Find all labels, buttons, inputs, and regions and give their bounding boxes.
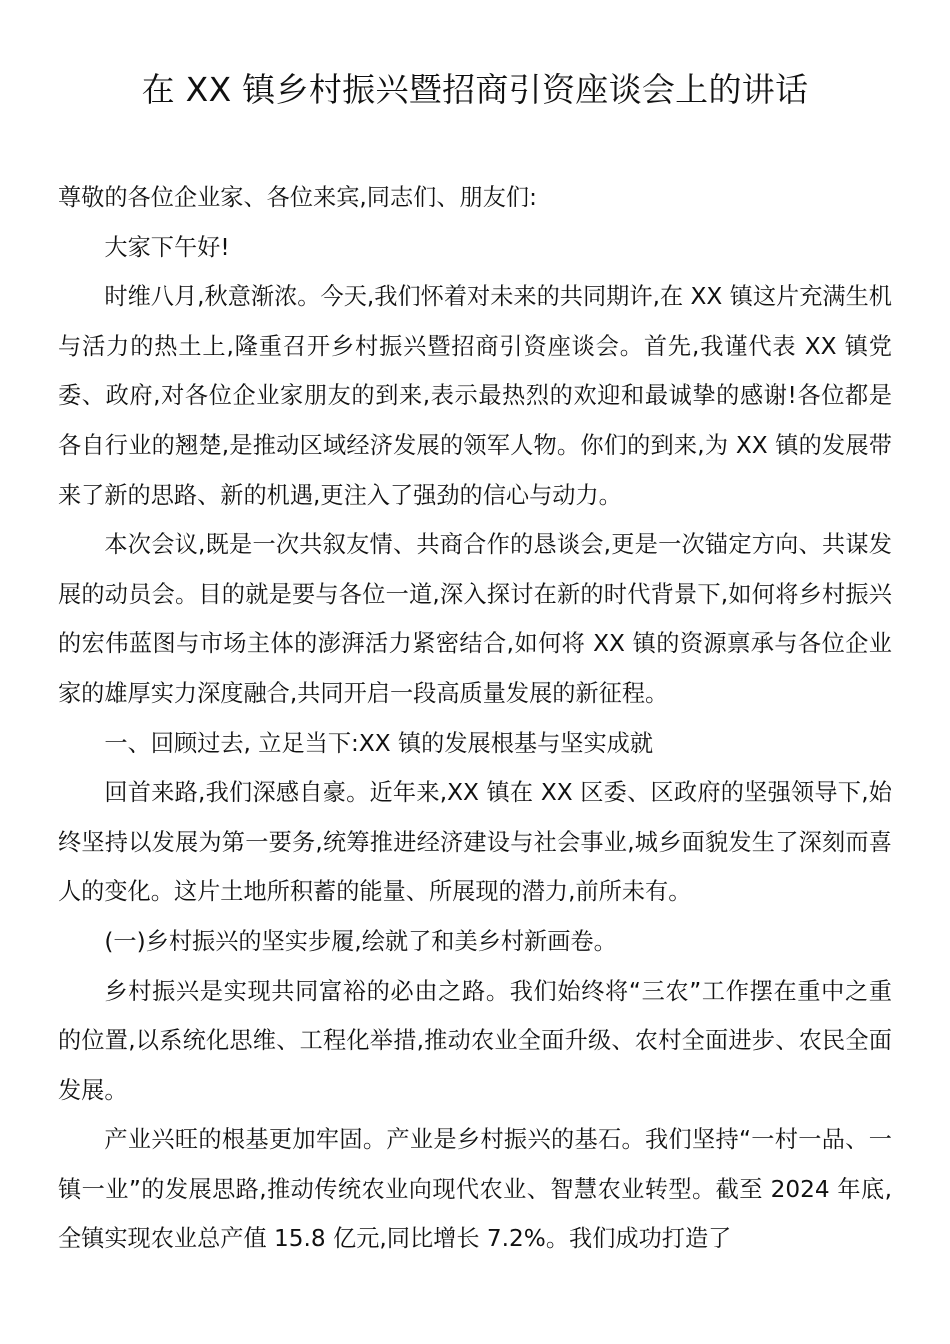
salutation: 尊敬的各位企业家、各位来宾,同志们、朋友们: bbox=[58, 184, 537, 211]
document-title: 在 XX 镇乡村振兴暨招商引资座谈会上的讲话 bbox=[141, 70, 809, 109]
paragraph-meeting-purpose: 本次会议,既是一次共叙友情、共商合作的恳谈会,更是一次锚定方向、共谋发展的动员会。目的就是要与各位一道,深入探讨在新的时代背景下,如何将乡村振兴的宏伟蓝图与市场主体的澎湃活力紧密结合,如何将 XX 镇的资源禀承与各位企业家的雄厚实力深度融合,共同开启一段高质量发展的新征程。 bbox=[58, 531, 892, 707]
paragraph-opening: 时维八月,秋意渐浓。今天,我们怀着对未来的共同期许,在 XX 镇这片充满生机与活力的热土上,隆重召开乡村振兴暨招商引资座谈会。首先,我谨代表 XX 镇党委、政府,对各位企业家朋友的到来,表示最热烈的欢迎和最诚挚的感谢!各位都是各自行业的翘楚,是推动区域经济发展的领军人物。你们的到来,为 XX 镇的发展带来了新的思路、新的机遇,更注入了强劲的信心与动力。 bbox=[58, 283, 892, 509]
greeting: 大家下午好! bbox=[104, 233, 230, 261]
document-body bbox=[58, 173, 892, 1264]
paragraph-industry: 产业兴旺的根基更加牢固。产业是乡村振兴的基石。我们坚持“一村一品、一镇一业”的发展思路,推动传统农业向现代农业、智慧农业转型。截至 2024 年底,全镇实现农业总产值 15.8 亿元,同比增长 7.2%。我们成功打造了 bbox=[58, 1126, 892, 1253]
subsection-heading-1: (一)乡村振兴的坚实步履,绘就了和美乡村新画卷。 bbox=[104, 927, 617, 955]
section-heading-1: 一、回顾过去, 立足当下:XX 镇的发展根基与坚实成就 bbox=[104, 729, 654, 757]
paragraph-review: 回首来路,我们深感自豪。近年来,XX 镇在 XX 区委、区政府的坚强领导下,始终坚持以发展为第一要务,统筹推进经济建设与社会事业,城乡面貌发生了深刻而喜人的变化。这片土地所积蓄的能量、所展现的潜力,前所未有。 bbox=[58, 779, 892, 906]
paragraph-rural-revitalization: 乡村振兴是实现共同富裕的必由之路。我们始终将“三农”工作摆在重中之重的位置,以系统化思维、工程化举措,推动农业全面升级、农村全面进步、农民全面发展。 bbox=[58, 977, 892, 1104]
